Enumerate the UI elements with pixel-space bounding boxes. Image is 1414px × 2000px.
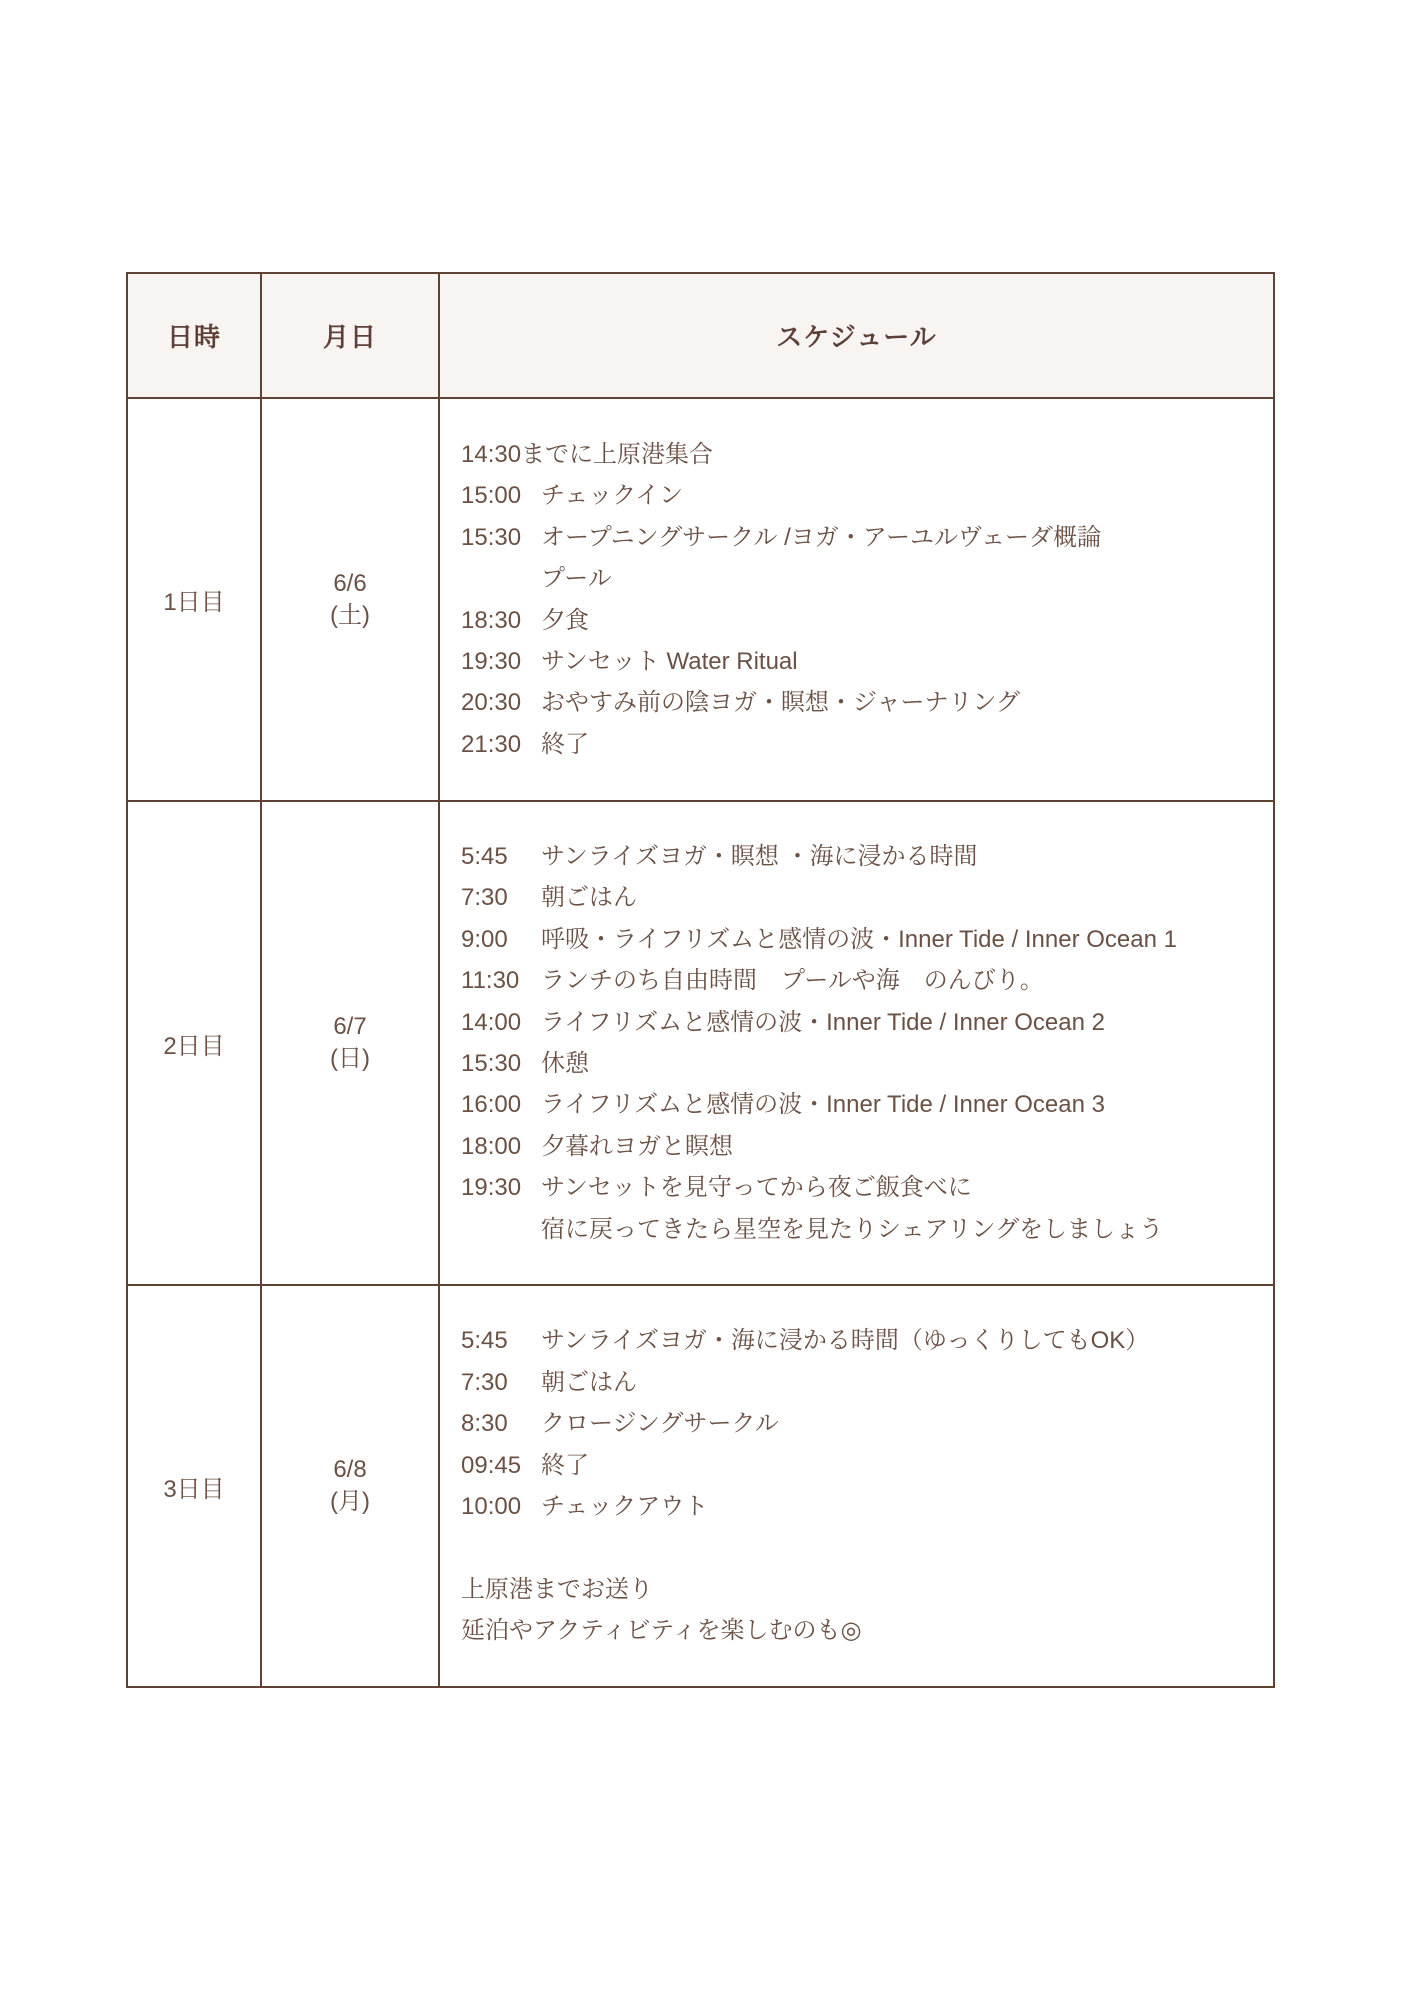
- day-label: 3日目: [127, 1285, 261, 1687]
- schedule-time: 15:30: [461, 1050, 522, 1077]
- schedule-line: [461, 877, 1263, 918]
- schedule-text: ランチのち自由時間 プールや海 のんびり。: [541, 967, 1044, 995]
- schedule-text: ライフリズムと感情の波・Inner Tide / Inner Ocean 2: [541, 1008, 1105, 1036]
- schedule-time: 20:30: [461, 689, 522, 717]
- schedule-line: [461, 434, 1263, 475]
- header-row: [127, 273, 1274, 398]
- day-row-2: [127, 801, 1274, 1285]
- schedule-line: [461, 1126, 1263, 1167]
- schedule-time: 10:00: [461, 1493, 522, 1520]
- schedule-text: クロージングサークル: [541, 1410, 779, 1438]
- day-label: 2日目: [127, 801, 261, 1285]
- day-row-1: [127, 398, 1274, 801]
- schedule-time: 14:00: [461, 1008, 522, 1036]
- schedule-line: [461, 836, 1263, 877]
- schedule-line: [461, 475, 1263, 516]
- schedule-text: 宿に戻ってきたら星空を見たりシェアリングをしましょう: [541, 1215, 1164, 1243]
- schedule-time: 19:30: [461, 1174, 522, 1202]
- schedule-text: チェックイン: [541, 482, 684, 510]
- schedule-table: [126, 272, 1275, 1688]
- weekday-value: (土): [330, 601, 370, 629]
- schedule-line: [461, 960, 1263, 1001]
- schedule-body: [127, 398, 1274, 1687]
- schedule-text: 延泊やアクティビティを楽しむのも◎: [461, 1617, 862, 1645]
- schedule-time: 16:00: [461, 1091, 522, 1119]
- schedule-text: 休憩: [541, 1050, 589, 1077]
- day-label: 1日目: [127, 398, 261, 801]
- header-date: 月日: [261, 273, 439, 398]
- schedule-line: [461, 1403, 1263, 1444]
- schedule-cell: [439, 801, 1274, 1285]
- schedule-line: [461, 1209, 1263, 1250]
- schedule-text: 14:30までに上原港集合: [461, 440, 714, 468]
- schedule-text: 朝ごはん: [541, 1368, 637, 1396]
- schedule-line: [461, 558, 1263, 599]
- schedule-time: 09:45: [461, 1451, 522, 1479]
- schedule-line: [461, 1043, 1263, 1084]
- schedule-text: サンライズヨガ・瞑想 ・海に浸かる時間: [541, 842, 978, 870]
- schedule-time: 7:30: [461, 884, 508, 912]
- schedule-text: 上原港までお送り: [461, 1575, 653, 1603]
- schedule-text: 朝ごはん: [541, 884, 637, 912]
- schedule-line: [461, 600, 1263, 641]
- weekday-value: (月): [330, 1488, 370, 1515]
- schedule-text: サンセットを見守ってから夜ご飯食べに: [541, 1174, 972, 1202]
- schedule-line: [461, 1084, 1263, 1125]
- schedule-line: [461, 1167, 1263, 1208]
- day-row-3: [127, 1285, 1274, 1687]
- schedule-text: 夕食: [541, 606, 589, 634]
- date-value: 6/7: [333, 1013, 367, 1040]
- schedule-line: [461, 724, 1263, 765]
- weekday-value: (日): [330, 1045, 370, 1072]
- schedule-text: プール: [541, 565, 612, 593]
- schedule-time: 5:45: [461, 1327, 508, 1355]
- date-value: 6/6: [333, 569, 367, 597]
- date-cell: [261, 1285, 439, 1687]
- schedule-time: 8:30: [461, 1410, 508, 1438]
- schedule-text: サンライズヨガ・海に浸かる時間（ゆっくりしてもOK）: [541, 1327, 1150, 1355]
- schedule-text: 夕暮れヨガと瞑想: [541, 1132, 733, 1160]
- schedule-line: [461, 1610, 1263, 1651]
- schedule-time: 18:30: [461, 606, 522, 634]
- schedule-cell: [439, 1285, 1274, 1687]
- date-cell: [261, 801, 439, 1285]
- schedule-line: [461, 1486, 1263, 1527]
- header-datetime: 日時: [127, 273, 261, 398]
- schedule-text: おやすみ前の陰ヨガ・瞑想・ジャーナリング: [541, 689, 1021, 717]
- schedule-line: [461, 1569, 1263, 1610]
- schedule-text: オープニングサークル /ヨガ・アーユルヴェーダ概論: [541, 523, 1102, 551]
- schedule-text: 終了: [541, 1451, 589, 1479]
- schedule-text: 呼吸・ライフリズムと感情の波・Inner Tide / Inner Ocean 1: [541, 925, 1177, 953]
- schedule-time: 11:30: [461, 967, 520, 995]
- schedule-text: ライフリズムと感情の波・Inner Tide / Inner Ocean 3: [541, 1091, 1105, 1119]
- date-value: 6/8: [333, 1456, 367, 1483]
- schedule-line: [461, 682, 1263, 723]
- schedule-time: 21:30: [461, 730, 522, 758]
- schedule-time: 5:45: [461, 842, 508, 870]
- schedule-line: [461, 641, 1263, 682]
- schedule-time: 7:30: [461, 1368, 508, 1396]
- schedule-line: [461, 517, 1263, 558]
- header-schedule: スケジュール: [439, 273, 1274, 398]
- schedule-time: 15:00: [461, 482, 522, 510]
- schedule-time: 15:30: [461, 523, 522, 551]
- schedule-line: [461, 1362, 1263, 1403]
- schedule-time: 9:00: [461, 925, 508, 953]
- schedule-line: [461, 919, 1263, 960]
- schedule-text: 終了: [541, 730, 589, 758]
- schedule-text: チェックアウト: [541, 1493, 709, 1520]
- schedule-time: 18:00: [461, 1132, 522, 1160]
- schedule-line: [461, 1320, 1263, 1361]
- schedule-line: [461, 1527, 1263, 1568]
- date-cell: [261, 398, 439, 801]
- schedule-text: サンセット Water Ritual: [541, 647, 798, 675]
- schedule-line: [461, 1445, 1263, 1486]
- schedule-time: 19:30: [461, 647, 522, 675]
- schedule-line: [461, 1002, 1263, 1043]
- schedule-cell: [439, 398, 1274, 801]
